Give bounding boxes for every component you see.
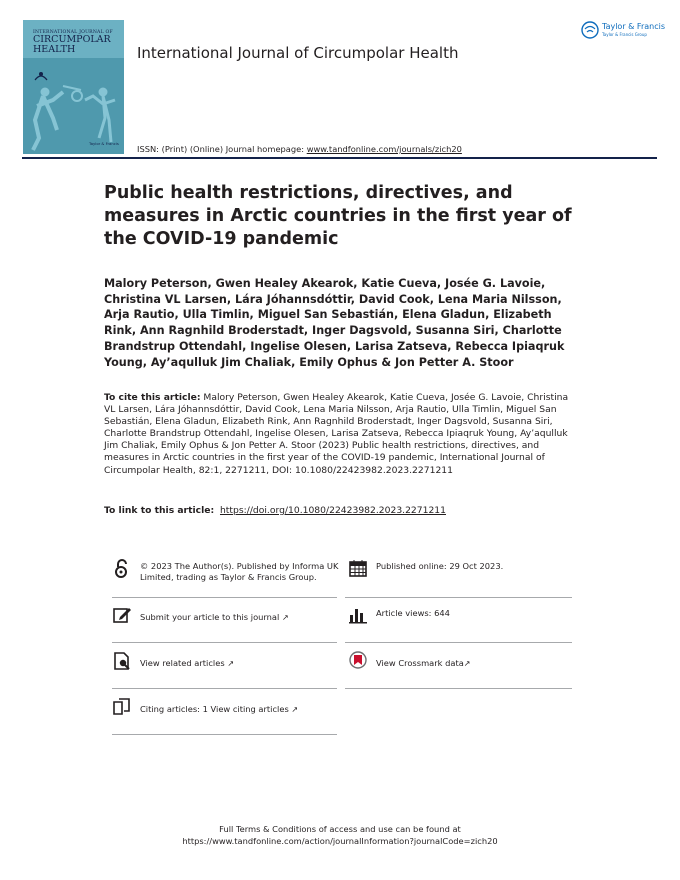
open-access-icon [112,558,132,578]
citation-block [104,392,574,477]
article-link-line [104,505,446,516]
divider [112,642,337,643]
crossmark-text: View Crossmark data [376,658,464,668]
journal-cover [23,20,124,154]
journal-name: International Journal of Circumpolar Health [137,44,459,62]
footer-terms [0,824,680,847]
citation-doi: 10.1080/22423982.2023.2271211 [294,464,453,476]
divider [112,597,337,598]
cover-title-large: CIRCUMPOLAR HEALTH [33,34,111,55]
footer-line-1: Full Terms & Conditions of access and use can be found at [219,824,461,834]
external-link-icon: ↗ [463,659,471,668]
issn-line [137,144,462,154]
publisher-logo-text: Taylor & Francis [602,22,665,31]
footer-terms-link[interactable]: https://www.tandfonline.com/action/journalInformation?journalCode=zich20 [182,835,498,846]
bar-chart-icon [348,605,368,625]
calendar-icon [348,558,368,578]
citing-articles-icon [112,697,132,717]
divider [345,688,572,689]
cover-publisher: Taylor & Francis [89,141,119,146]
link-label: To link to this article: [104,505,215,516]
publisher-logo[interactable] [580,20,665,42]
divider [345,597,572,598]
published-date-text: Published online: 29 Oct 2023. [376,561,504,571]
crossmark-icon [348,651,368,671]
cover-title-small: INTERNATIONAL JOURNAL OF [33,30,113,35]
article-authors: Malory Peterson, Gwen Healey Akearok, Katie Cueva, Josée G. Lavoie, Christina VL Larsen, Lára Jóhannsdóttir, David Cook, Lena Maria Nilsson, Arja Rautio, Ulla Timlin, Miguel San Sebastián, Elena Gladun, Elizabeth Rink, Ann Ragnhild Broderstadt, Inger Dagsvold, Susanna Siri, Charlotte Brandstrup Ottendahl, Ingelise Olesen, Larisa Zatseva, Rebecca Ipiaqruk Young, Ay’aqulluk Jim Chaliak, Emily Ophus & Jon Petter A. Stoor [104,277,565,369]
related-text: View related articles [140,658,225,668]
related-articles-icon [112,651,132,671]
article-views-text: Article views: 644 [376,608,450,618]
external-link-icon: ↗ [281,613,289,622]
citation-label: To cite this article: [104,392,201,403]
open-access-text: © 2023 The Author(s). Published by Informa UK Limited, trading as Taylor & Francis Group. [140,561,339,582]
submit-text: Submit your article to this journal [140,612,280,622]
issn-text: ISSN: (Print) (Online) Journal homepage: [137,144,307,154]
header-divider [22,157,657,159]
article-title: Public health restrictions, directives, and measures in Arctic countries in the first year of the COVID-19 pandemic [104,183,572,249]
external-link-icon: ↗ [227,659,235,668]
journal-homepage-link[interactable]: www.tandfonline.com/journals/zich20 [306,144,462,154]
divider [112,688,337,689]
publisher-logo-subtext: Taylor & Francis Group [602,32,647,37]
taylor-francis-icon [580,20,600,40]
divider [112,734,337,735]
external-link-icon: ↗ [291,705,299,714]
edit-icon [112,605,132,625]
article-doi-link[interactable]: https://doi.org/10.1080/22423982.2023.2271211 [219,505,446,516]
citing-text: Citing articles: 1 View citing articles [140,704,289,714]
citation-text: Malory Peterson, Gwen Healey Akearok, Katie Cueva, Josée G. Lavoie, Christina VL Larsen, Lára Jóhannsdóttir, David Cook, Lena Maria Nilsson, Arja Rautio, Ulla Timlin, Miguel San Sebastián, Elena Gladun, Elizabeth Rink, Ann Ragnhild Broderstadt, Inger Dagsvold, Susanna Siri, Charlotte Brandstrup Ottendahl, Ingelise Olesen, Larisa Zatseva, Rebecca Ipiaqruk Young, Ay’aqulluk Jim Chaliak, Emily Ophus & Jon Petter A. Stoor (2023) Public health restrictions, directives, and measures in Arctic countries in the first year of the COVID-19 pandemic, International Journal of Circumpolar Health, 82:1, 2271211, DOI: [104,392,569,476]
divider [345,642,572,643]
